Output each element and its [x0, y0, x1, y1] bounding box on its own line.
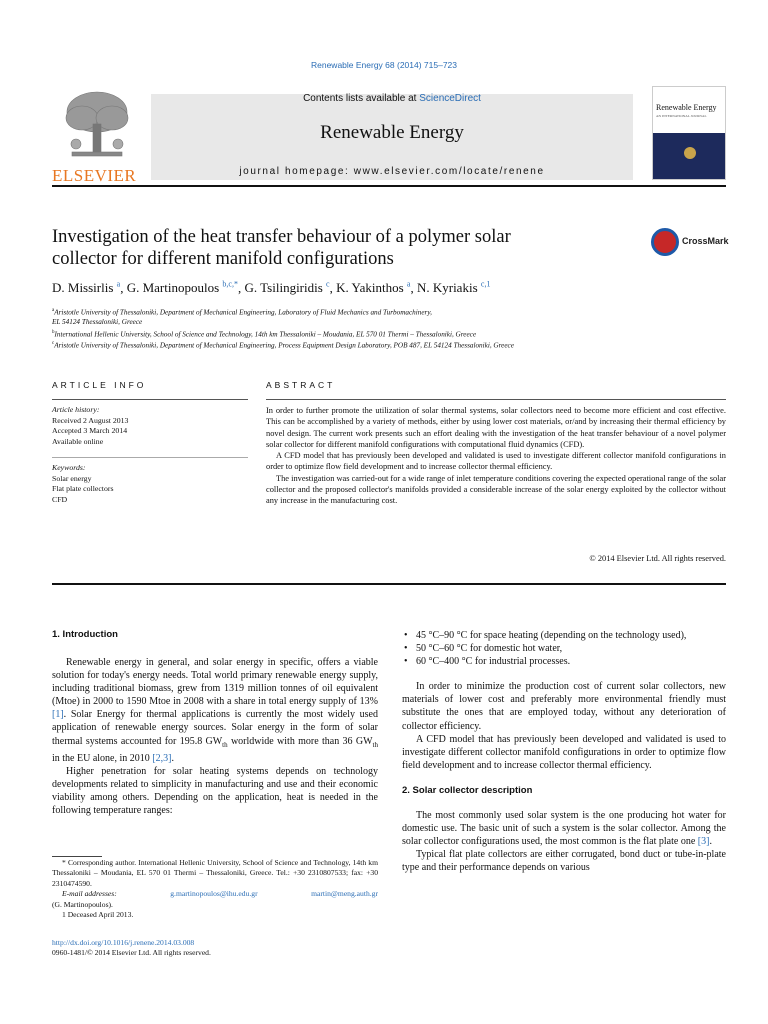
journal-citation[interactable]: Renewable Energy 68 (2014) 715–723	[310, 60, 458, 70]
body-paragraph: In order to minimize the production cost of current solar collectors, new materials of lower cost and preferably more environmental friendly must substitute the ones that are employed today, without any deterioration of collector efficiency.	[402, 681, 726, 732]
author-list: D. Missirlis $^a$, G. Martinopoulos $^{b,c,*}$, G. Tsilingiridis $^c$, K. Yakinthos $^a$, N. Kyriakis $^{c,1}$	[52, 280, 491, 296]
journal-homepage[interactable]: journal homepage: www.elsevier.com/locate/renene	[239, 166, 545, 177]
ref-link[interactable]: [2,3]	[152, 752, 172, 764]
title-line-2: collector for different manifold configurations	[52, 249, 394, 269]
intro-paragraph: Renewable energy in general, and solar energy in specific, offers a viable solution for today's energy needs. Total world primary renewable energy supply, including traditional biomass, grew from 1319 million tonnes of oil equivalent (Mtoe) in 2000 to 1590 Mtoe in 2008 with a share in total energy supply of 13% [1]. Solar Energy for thermal applications is currently the most widely used application of renewable energy sources. Solar energy in the form of solar thermal systems accounted for 195.8 $GW_{th}$ worldwide with more than 36 $GW_{th}$ in the EU alone, in 2010 [2,3].	[52, 657, 378, 764]
elsevier-wordmark: ELSEVIER	[52, 166, 137, 185]
ref-link[interactable]: [3]	[697, 836, 710, 848]
abstract-body	[266, 405, 726, 507]
abstract-paragraph: In order to further promote the utilization of solar thermal systems, solar collectors need to become more efficient and cost effective. This can be accomplished by a variety of methods, either by using lower cost materials, or/and by increasing their thermal efficiency by novel design. The current work presents such an effort dealing with the investigation of the heat transfer behaviour of a novel polymer solar collector for different manifold configurations with computational fluid dynamics (CFD).	[266, 406, 726, 449]
abstract-paragraph: The investigation was carried-out for a wide range of inlet temperature conditions covering the expected operational range of the solar collector and the proposed collector's manifolds provided a considerable increase of the solar energy exploited by the collector without any increase in the manufacturing cost.	[266, 473, 726, 506]
affiliation: EL 54124 Thessaloniki, Greece	[52, 318, 143, 326]
crossmark-badge[interactable]	[651, 228, 731, 262]
cover-title: Renewable Energy	[656, 103, 717, 112]
footnote-rule	[52, 856, 102, 857]
abstract-copyright: © 2014 Elsevier Ltd. All rights reserved.	[589, 554, 726, 563]
deceased-note: 1 Deceased April 2013.	[62, 910, 134, 920]
abstract-bottom-rule	[52, 583, 726, 585]
section-heading-solar-collector: 2. Solar collector description	[402, 784, 533, 796]
affiliation: $^c$Aristotle University of Thessaloniki, Department of Mechanical Engineering, Process Equipment Design Laboratory, POB 487, EL 54124 Thessaloniki, Greece	[52, 341, 514, 350]
article-title	[52, 226, 612, 270]
article-info-rule	[52, 399, 248, 400]
ref-link[interactable]: [1]	[52, 709, 64, 721]
author[interactable]: K. Yakinthos $^a$	[336, 280, 411, 296]
intro-paragraph: Higher penetration for solar heating systems depends on technology developments related to simplicity in manufacturing and use and their economic viability among others. Depending on the application, heat is needed in the following temperature ranges:	[52, 765, 378, 817]
title-line-1: Investigation of the heat transfer behaviour of a polymer solar	[52, 227, 511, 247]
keyword: Solar energy	[52, 473, 92, 483]
author[interactable]: N. Kyriakis $^{c,1}$	[416, 280, 491, 296]
list-item: • 45 °C–90 °C for space heating (depending on the technology used),	[402, 629, 726, 642]
author[interactable]: G. Martinopoulos $^{b,c,*}$	[126, 280, 238, 296]
section-heading-introduction: 1. Introduction	[52, 629, 118, 640]
list-item: • 60 °C–400 °C for industrial processes.	[402, 655, 726, 668]
affiliation: $^b$International Hellenic University, School of Science and Technology, 14th km Thessaloniki – Moudania, EL 570 01 Thermi – Thessaloniki, Greece	[52, 330, 477, 339]
affiliation: $^a$Aristotle University of Thessaloniki, Department of Mechanical Engineering, Laboratory of Fluid Mechanics and Turbomachinery,	[52, 308, 432, 317]
corresponding-author-note: * Corresponding author. International Hellenic University, School of Science and Technology, 14th km Thessaloniki – Moudania, EL 570 01 Thermi – Thessaloniki, Greece. Tel.: +30 2310807533; fax: +30 2310474590.	[52, 858, 378, 888]
abstract-heading: ABSTRACT	[266, 380, 336, 390]
journal-cover-thumbnail[interactable]	[652, 86, 726, 180]
history-received: Received 2 August 2013	[52, 415, 129, 425]
keyword: CFD	[52, 494, 68, 504]
footnotes	[52, 858, 378, 920]
crossmark-label: CrossMark	[682, 236, 729, 246]
contents-line	[151, 93, 633, 104]
body-paragraph: A CFD model that has previously been developed and validated is used to investigate different collector manifold configurations in order to optimize flow field development and to increase collector thermal efficiency.	[402, 733, 726, 771]
sciencedirect-link[interactable]: ScienceDirect	[419, 93, 481, 104]
keywords-label: Keywords:	[52, 463, 86, 472]
email-link[interactable]: martin@meng.auth.gr	[311, 889, 378, 899]
right-column	[402, 629, 726, 875]
history-online: Available online	[52, 436, 104, 446]
history-accepted: Accepted 3 March 2014	[52, 426, 128, 436]
contents-prefix: Contents lists available at	[303, 93, 420, 104]
keywords	[52, 463, 248, 505]
email-link[interactable]: g.martinopoulos@ihu.edu.gr	[170, 889, 258, 899]
email-owner: (G. Martinopoulos).	[52, 899, 113, 909]
body-paragraph: Typical flat plate collectors are either corrugated, bond duct or tube-in-plate type and their performance depends on various	[402, 849, 726, 874]
article-info-heading: ARTICLE INFO	[52, 380, 147, 390]
introduction-text	[52, 656, 378, 817]
history-label: Article history:	[52, 405, 100, 414]
author[interactable]: G. Tsilingiridis $^c$	[244, 280, 330, 296]
list-item: • 50 °C–60 °C for domestic hot water,	[402, 642, 726, 655]
journal-title: Renewable Energy	[320, 122, 464, 143]
issn-line: 0960-1481/© 2014 Elsevier Ltd. All rights reserved.	[52, 948, 211, 958]
keywords-rule	[52, 457, 248, 458]
author[interactable]: D. Missirlis $^a$	[52, 280, 121, 296]
keyword: Flat plate collectors	[52, 484, 114, 494]
cover-subtitle: AN INTERNATIONAL JOURNAL	[656, 114, 707, 118]
cover-emblem	[684, 147, 696, 159]
abstract-paragraph: A CFD model that has previously been developed and validated is used to investigate different collector manifold configurations in order to optimize flow field development and to increase collector thermal efficiency.	[266, 451, 726, 472]
header-rule	[52, 185, 726, 187]
abstract-rule	[266, 399, 726, 400]
crossmark-icon	[651, 228, 679, 256]
temperature-range-list	[402, 629, 726, 668]
doi-block	[52, 938, 211, 959]
body-paragraph: The most commonly used solar system is the one producing hot water for domestic use. The basic unit of such a system is the solar collector. Among the solar collector configurations used, the most common is the flat plate one [3].	[402, 810, 726, 848]
doi-link[interactable]: http://dx.doi.org/10.1016/j.renene.2014.03.008	[52, 938, 195, 947]
email-note: E-mail addresses: g.martinopoulos@ihu.edu.gr martin@meng.auth.gr	[62, 889, 378, 899]
article-history	[52, 405, 248, 447]
